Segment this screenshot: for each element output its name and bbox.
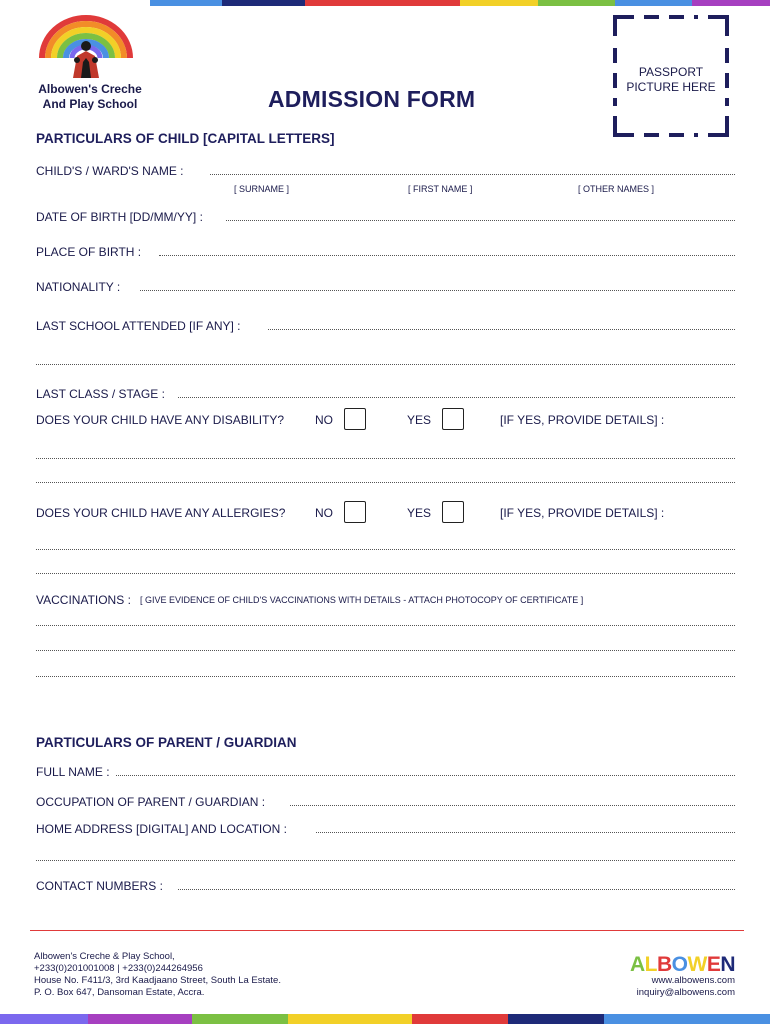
- brand-letter: N: [720, 953, 735, 976]
- address-label: HOME ADDRESS [DIGITAL] AND LOCATION :: [36, 822, 287, 836]
- bottom-bar-segment: [508, 1014, 604, 1024]
- vaccinations-hint: [ GIVE EVIDENCE OF CHILD'S VACCINATIONS WITH DETAILS - ATTACH PHOTOCOPY OF CERTIFICATE ]: [140, 595, 584, 605]
- bottom-bar-segment: [288, 1014, 412, 1024]
- allergies-yes-label: YES: [407, 506, 432, 520]
- disability-no-checkbox[interactable]: [344, 408, 366, 430]
- disability-yes-checkbox[interactable]: [442, 408, 464, 430]
- brand-letter: B: [656, 953, 672, 976]
- bottom-bar-segment: [412, 1014, 508, 1024]
- nationality-label: NATIONALITY :: [36, 280, 121, 294]
- last-school-field[interactable]: [268, 329, 735, 330]
- bottom-bar-segment: [192, 1014, 288, 1024]
- last-school-field-line2[interactable]: [36, 364, 735, 365]
- vaccinations-field-3[interactable]: [36, 676, 735, 677]
- occupation-label: OCCUPATION OF PARENT / GUARDIAN :: [36, 795, 266, 809]
- school-name-line1: Albowen's Creche: [38, 82, 142, 96]
- bottom-color-bar: [0, 1014, 770, 1024]
- footer-line4: P. O. Box 647, Dansoman Estate, Accra.: [34, 987, 205, 998]
- disability-yes-label: YES: [407, 413, 432, 427]
- bottom-bar-segment: [0, 1014, 88, 1024]
- last-class-label: LAST CLASS / STAGE :: [36, 387, 165, 401]
- allergies-details-field-1[interactable]: [36, 549, 735, 550]
- contact-field[interactable]: [178, 889, 735, 890]
- disability-details-field-1[interactable]: [36, 458, 735, 459]
- disability-details-label: [IF YES, PROVIDE DETAILS] :: [500, 413, 665, 427]
- top-bar-segment: [460, 0, 538, 6]
- full-name-label: FULL NAME :: [36, 765, 110, 779]
- top-bar-segment: [305, 0, 382, 6]
- form-title: ADMISSION FORM: [268, 86, 476, 112]
- vaccinations-label: VACCINATIONS :: [36, 593, 131, 607]
- passport-label-line2: PICTURE HERE: [626, 80, 716, 94]
- footer-address: [34, 951, 281, 999]
- footer-line3: House No. F411/3, 3rd Kaadjaano Street, South La Estate.: [34, 975, 281, 986]
- allergies-yes-checkbox[interactable]: [442, 501, 464, 523]
- disability-no-label: NO: [315, 413, 333, 427]
- nationality-field[interactable]: [140, 290, 735, 291]
- brand-letter: A: [629, 953, 645, 976]
- passport-label-line1: PASSPORT: [638, 65, 704, 79]
- last-class-field[interactable]: [178, 397, 735, 398]
- passport-label: [612, 65, 730, 95]
- disability-label: DOES YOUR CHILD HAVE ANY DISABILITY?: [36, 413, 285, 427]
- footer-divider: [30, 930, 744, 931]
- child-section-title: PARTICULARS OF CHILD [CAPITAL LETTERS]: [36, 131, 335, 146]
- bottom-bar-segment: [604, 1014, 770, 1024]
- school-name-line2: And Play School: [42, 97, 138, 111]
- top-bar-segment: [382, 0, 460, 6]
- dob-field[interactable]: [226, 220, 735, 221]
- address-field-line2[interactable]: [36, 860, 735, 861]
- vaccinations-field-2[interactable]: [36, 650, 735, 651]
- contact-label: CONTACT NUMBERS :: [36, 879, 163, 893]
- allergies-no-label: NO: [315, 506, 333, 520]
- website-link[interactable]: www.albowens.com: [651, 975, 735, 986]
- footer-line1: Albowen's Creche & Play School,: [34, 951, 175, 962]
- top-bar-segment: [692, 0, 770, 6]
- vaccinations-field-1[interactable]: [36, 625, 735, 626]
- brand-letter: L: [644, 953, 657, 976]
- top-bar-segment: [538, 0, 615, 6]
- school-name: [20, 82, 160, 112]
- allergies-label: DOES YOUR CHILD HAVE ANY ALLERGIES?: [36, 506, 286, 520]
- child-name-field[interactable]: [210, 174, 735, 175]
- brand-letter: O: [671, 953, 688, 976]
- email-link[interactable]: inquiry@albowens.com: [636, 987, 735, 998]
- pob-label: PLACE OF BIRTH :: [36, 245, 142, 259]
- disability-details-field-2[interactable]: [36, 482, 735, 483]
- surname-hint: [ SURNAME ]: [234, 184, 290, 194]
- allergies-no-checkbox[interactable]: [344, 501, 366, 523]
- first-name-hint: [ FIRST NAME ]: [408, 184, 473, 194]
- bottom-bar-segment: [88, 1014, 192, 1024]
- top-bar-segment: [222, 0, 305, 6]
- footer-line2: +233(0)201001008 | +233(0)244264956: [34, 963, 203, 974]
- allergies-details-label: [IF YES, PROVIDE DETAILS] :: [500, 506, 665, 520]
- parent-section-title: PARTICULARS OF PARENT / GUARDIAN: [36, 735, 297, 750]
- other-names-hint: [ OTHER NAMES ]: [578, 184, 655, 194]
- top-color-bar: [150, 0, 770, 6]
- full-name-field[interactable]: [116, 775, 735, 776]
- address-field[interactable]: [316, 832, 735, 833]
- top-bar-segment: [150, 0, 222, 6]
- occupation-field[interactable]: [290, 805, 735, 806]
- child-name-label: CHILD'S / WARD'S NAME :: [36, 164, 184, 178]
- brand-logo: [630, 953, 735, 977]
- allergies-details-field-2[interactable]: [36, 573, 735, 574]
- last-school-label: LAST SCHOOL ATTENDED [IF ANY] :: [36, 319, 241, 333]
- brand-letter: E: [706, 953, 721, 976]
- top-bar-segment: [615, 0, 692, 6]
- footer-contact: [637, 975, 735, 999]
- brand-letter: W: [687, 953, 707, 976]
- dob-label: DATE OF BIRTH [DD/MM/YY] :: [36, 210, 203, 224]
- rainbow-logo: [37, 10, 135, 80]
- pob-field[interactable]: [159, 255, 735, 256]
